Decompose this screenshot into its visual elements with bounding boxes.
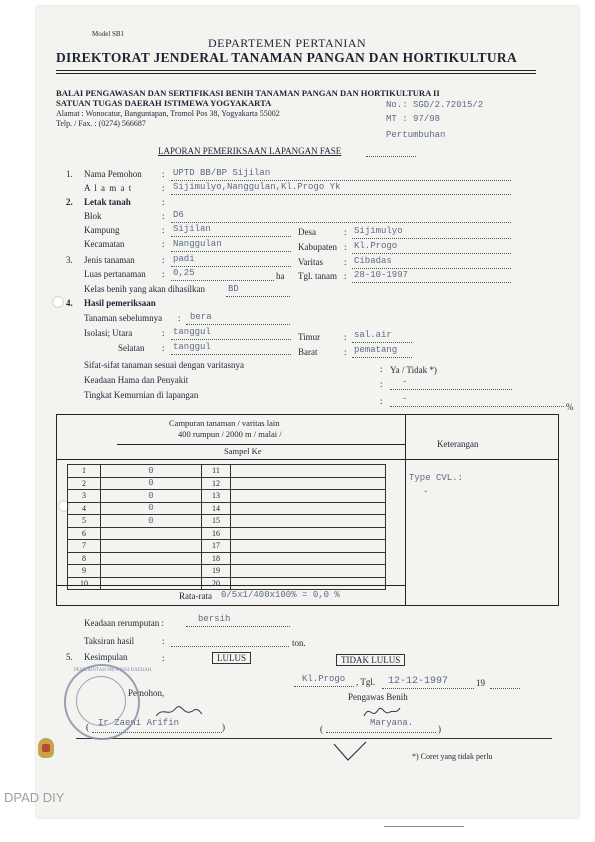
kabupaten-value: Kl.Progo	[354, 241, 398, 251]
desa-label: Desa	[298, 227, 316, 237]
page-mark	[384, 826, 464, 827]
kampung-value: Sijilan	[173, 224, 211, 234]
table-row	[68, 540, 386, 553]
report-title: LAPORAN PEMERIKSAAN LAPANGAN FASE	[158, 146, 342, 156]
jenis-tanaman-label: Jenis tanaman	[84, 255, 135, 265]
mt-number: MT : 97/98	[386, 114, 441, 124]
sample-number: 7	[68, 540, 101, 553]
kecamatan-value: Nanggulan	[173, 239, 222, 249]
sample-value: 0	[101, 515, 202, 528]
timur-value: sal.air	[354, 330, 392, 340]
sample-value: 0	[101, 490, 202, 503]
sampel-header: Sampel Ke	[224, 446, 262, 456]
rerumputan-label: Keadaan rerumputan :	[84, 618, 164, 628]
tanaman-sebelumnya-value: bera	[190, 312, 212, 322]
keterangan-value: -	[423, 487, 429, 497]
stamp-text: PEMERINTAH PROPINSI DAERAH	[74, 668, 152, 673]
hama-penyakit-label: Keadaan Hama dan Penyakit	[84, 375, 189, 385]
kelas-benih-label: Kelas benih yang akan dihasilkan	[84, 284, 205, 294]
varitas-label: Varitas	[298, 257, 323, 267]
nama-pemohon-value: UPTD BB/BP Sijilan	[173, 168, 271, 178]
kesimpulan-label: Kesimpulan	[84, 652, 128, 662]
rerumputan-value: bersih	[198, 614, 231, 624]
sample-number: 12	[202, 477, 231, 490]
date-value: 12-12-1997	[388, 676, 449, 687]
table-row	[68, 565, 386, 578]
section-number: 4.	[66, 298, 73, 308]
section-number: 2.	[66, 197, 73, 207]
sample-number: 17	[202, 540, 231, 553]
luas-label: Luas pertanaman	[84, 269, 146, 279]
rata-rata-label: Rata-rata	[179, 591, 212, 601]
luas-unit: ha	[276, 271, 285, 281]
kampung-label: Kampung	[84, 225, 120, 235]
tgl-tanam-value: 28-10-1997	[354, 270, 409, 280]
nama-pemohon-label: Nama Pemohon	[84, 169, 142, 179]
sample-number: 13	[202, 490, 231, 503]
kelas-benih-value: BD	[228, 284, 239, 294]
table-header: Campuran tanaman / varitas lain	[169, 418, 280, 428]
sample-value	[101, 565, 202, 578]
table-row	[68, 552, 386, 565]
header-rule	[56, 70, 536, 74]
table-row	[68, 577, 386, 590]
desa-value: Sijimulyo	[354, 226, 403, 236]
sample-value: 0	[101, 477, 202, 490]
balai-name: BALAI PENGAWASAN DAN SERTIFIKASI BENIH TANAMAN PANGAN DAN HORTIKULTURA II	[56, 88, 440, 98]
pemohon-name: Ir Zaeni Arifin	[98, 718, 180, 728]
keterangan-value: Type CVL.:	[409, 473, 464, 483]
sample-value	[231, 577, 386, 590]
table-row	[68, 502, 386, 515]
kabupaten-label: Kabupaten	[298, 242, 337, 252]
sample-value	[101, 540, 202, 553]
lulus-box: LULUS	[212, 652, 251, 664]
pengawas-name: Maryana.	[370, 718, 414, 728]
sample-number: 2	[68, 477, 101, 490]
section-number: 3.	[66, 255, 73, 265]
table-row	[68, 477, 386, 490]
model-label: Model SB1	[92, 30, 125, 38]
sample-value	[231, 565, 386, 578]
sample-number: 18	[202, 552, 231, 565]
sample-number: 9	[68, 565, 101, 578]
timur-label: Timur	[298, 332, 321, 342]
percent-sign: %	[566, 402, 574, 412]
sample-number: 3	[68, 490, 101, 503]
directorate-title: DIREKTORAT JENDERAL TANAMAN PANGAN DAN HORTIKULTURA	[56, 50, 518, 65]
sample-value	[231, 515, 386, 528]
alamat-value: Sijimulyo,Nanggulan,Kl.Progo Yk	[173, 182, 341, 192]
sample-number: 8	[68, 552, 101, 565]
sample-value	[101, 552, 202, 565]
sifat-tanaman-label: Sifat-sifat tanaman sesuai dengan varitasnya	[84, 360, 244, 370]
blok-value: D6	[173, 210, 184, 220]
isolasi-utara-value: tanggul	[173, 327, 211, 337]
department-title: DEPARTEMEN PERTANIAN	[208, 36, 367, 50]
tgl-label: , Tgl.	[356, 677, 376, 687]
sample-value	[231, 502, 386, 515]
keterangan-header: Keterangan	[437, 439, 479, 449]
pemohon-label: Pemohon,	[128, 688, 165, 698]
section-number: 1.	[66, 169, 73, 179]
barat-value: pematang	[354, 345, 398, 355]
sample-number: 19	[202, 565, 231, 578]
sample-value: 0	[101, 465, 202, 478]
tgl-tanam-label: Tgl. tanam	[298, 271, 337, 281]
hasil-pemeriksaan-label: Hasil pemeriksaan	[84, 298, 156, 308]
sample-number: 6	[68, 527, 101, 540]
table-row	[68, 515, 386, 528]
taksiran-unit: ton.	[292, 638, 306, 648]
kemurnian-label: Tingkat Kemurnian di lapangan	[84, 390, 199, 400]
sample-value	[101, 577, 202, 590]
sample-value	[231, 477, 386, 490]
sample-value	[231, 540, 386, 553]
sample-number: 11	[202, 465, 231, 478]
table-row	[68, 527, 386, 540]
sample-value: 0	[101, 502, 202, 515]
year-label: 19	[476, 678, 485, 688]
isolasi-selatan-label: Selatan	[118, 343, 145, 353]
sample-number: 1	[68, 465, 101, 478]
isolasi-selatan-value: tanggul	[173, 342, 211, 352]
table-header-unit: 400 rumpun / 2000 m / malai /	[178, 429, 282, 439]
luas-value: 0,25	[173, 268, 195, 278]
sample-number: 16	[202, 527, 231, 540]
barat-label: Barat	[298, 347, 318, 357]
sample-table	[56, 414, 559, 606]
sample-value	[231, 465, 386, 478]
footer-rule	[76, 738, 552, 739]
place-value: Kl.Progo	[302, 674, 346, 684]
document-page: Model SB1 DEPARTEMEN PERTANIAN DIREKTORAT JENDERAL TANAMAN PANGAN DAN HORTIKULTURA BALAI PENGAWASAN DAN SERTIFIKASI BENIH TANAMAN PANGAN DAN HORTIKULTURA II SATUAN TUGAS DAERAH ISTIMEWA YOGYAKARTA Alamat : Wonocatur, Banguntapan, Tromol Pos 38, Yogyakarta 55002 Telp. / Fax. : (0274) 566687 No.: SGD/2.72015/2 MT : 97/98 Pertumbuhan LAPORAN PEMERIKSAAN LAPANGAN FASE 1. Nama Pemohon : UPTD BB/BP Sijilan A l a m a t : Sijimulyo,Nanggulan,Kl.Progo Yk 2. Letak tanah : Blok : D6 Kampung : Sijilan Desa : Sijimulyo Kecamatan : Nanggulan Kabupaten : Kl.Progo 3. Jenis tanaman : padi Varitas : Cibadas Luas pertanaman : 0,25 ha Tgl. tanam : 28-10-1997 Kelas benih yang akan dihasilkan BD 4. Hasil pemeriksaan Tanaman sebelumnya : bera Isolasi; Utara : tanggul Timur : sal.air Selatan : tanggul Barat : pematang Sifat-sifat tanaman sesuai dengan varitasnya : Ya / Tidak *) Keadaan Hama dan Penyakit : - Tingkat Kemurnian di lapangan : - % Campuran tanaman / varitas lain 400 rumpun / 2000 m / malai / Sampel Ke Keterangan Type CVL.: - 1 0 11 2 0 12 3 0 13 4 0 14 5 0 15 6 16 7 17 8 18 9 19 10 20 Rata-rata 0/5x1/400x100% = 0,0 % Keadaan rerumputan : bersih Taksiran hasil : ton. 5. Kesimpulan : LULUS TIDAK LULUS Kl.Progo , Tgl. 12-12-1997 19 Pemohon, Pengawas Benih ( Ir Zaeni Arifin ) ( Maryana. ) *) Coret yang tidak perlu PEMERINTAH PROPINSI DAERAH	[36, 6, 579, 818]
sample-value	[231, 527, 386, 540]
pengawas-label: Pengawas Benih	[348, 692, 408, 702]
varitas-value: Cibadas	[354, 256, 392, 266]
table-row	[68, 490, 386, 503]
sample-number: 4	[68, 502, 101, 515]
phase-value: Pertumbuhan	[386, 130, 446, 140]
tidak-lulus-box: TIDAK LULUS	[336, 654, 405, 666]
punch-hole	[52, 296, 64, 308]
section-number: 5.	[66, 652, 73, 662]
satuan-name: SATUAN TUGAS DAERAH ISTIMEWA YOGYAKARTA	[56, 98, 272, 108]
watermark: DPAD DIY	[4, 790, 65, 805]
check-mark	[332, 740, 368, 762]
sample-number: 10	[68, 577, 101, 590]
blok-label: Blok	[84, 211, 102, 221]
isolasi-utara-label: Isolasi; Utara	[84, 328, 133, 338]
sample-number: 15	[202, 515, 231, 528]
sample-number: 5	[68, 515, 101, 528]
kecamatan-label: Kecamatan	[84, 239, 125, 249]
letak-tanah-label: Letak tanah	[84, 197, 131, 207]
kemurnian-value: -	[402, 394, 408, 404]
sample-number: 14	[202, 502, 231, 515]
rata-rata-value: 0/5x1/400x100% = 0,0 %	[221, 590, 340, 600]
sample-value	[231, 490, 386, 503]
sample-grid	[67, 464, 386, 590]
tanaman-sebelumnya-label: Tanaman sebelumnya	[84, 313, 163, 323]
address-text: Alamat : Wonocatur, Banguntapan, Tromol Pos 38, Yogyakarta 55002	[56, 109, 280, 118]
document-number: No.: SGD/2.72015/2	[386, 100, 484, 110]
sample-value	[101, 527, 202, 540]
jenis-tanaman-value: padi	[173, 254, 195, 264]
emblem-logo	[38, 738, 54, 758]
sample-number: 20	[202, 577, 231, 590]
phone-text: Telp. / Fax. : (0274) 566687	[56, 119, 146, 128]
table-row	[68, 465, 386, 478]
alamat-label: A l a m a t	[84, 183, 133, 193]
sample-value	[231, 552, 386, 565]
coret-note: *) Coret yang tidak perlu	[412, 752, 493, 761]
sifat-tanaman-value: Ya / Tidak *)	[390, 365, 437, 375]
hama-penyakit-value: -	[402, 377, 408, 387]
taksiran-label: Taksiran hasil	[84, 636, 135, 646]
